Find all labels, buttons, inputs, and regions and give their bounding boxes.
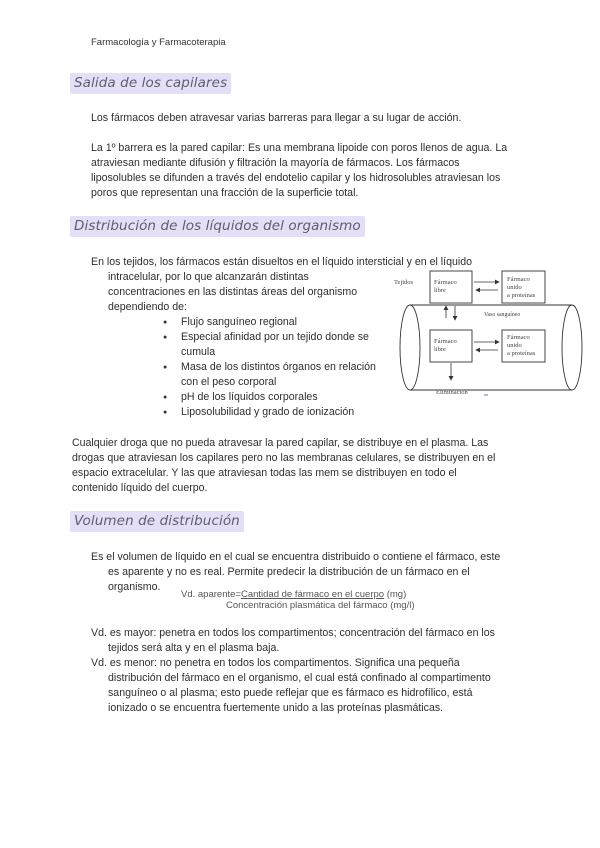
distribution-factors-list bbox=[163, 315, 378, 420]
label-farmaco-unido-top-1: Fármaco bbox=[507, 276, 530, 283]
label-farmaco-unido-bottom-1: Fármaco bbox=[507, 334, 530, 341]
list-item: ● pH de los líquidos corporales bbox=[163, 390, 378, 405]
label-farmaco-unido-bottom-2: unido bbox=[507, 342, 522, 349]
paragraph-pared-capilar: La 1º barrera es la pared capilar: Es una membrana lipoide con poros llenos de agua. La atraviesan mediante difusión y filtración la mayoría de fármacos. Los fármacos liposolubles se difunden a través del endotelio capilar y los hidrosolubles atraviesan los poros que representan una fracción de la superficie total. bbox=[91, 142, 508, 199]
list-item: ● Liposolubilidad y grado de ionización bbox=[163, 405, 378, 420]
paragraph-barreras: Los fármacos deben atravesar varias barreras para llegar a su lugar de acción. bbox=[91, 112, 462, 124]
formula-vd bbox=[181, 589, 415, 611]
label-farmaco-libre-bottom-2: libre bbox=[434, 346, 446, 353]
label-farmaco-unido-bottom-3: a proteínas bbox=[507, 350, 536, 357]
section-heading-distribucion-liquidos: Distribución de los líquidos del organismo bbox=[70, 216, 365, 237]
distribution-diagram bbox=[390, 268, 590, 403]
label-farmaco-libre-top-2: libre bbox=[434, 287, 446, 294]
formula-numerator: Cantidad de fármaco en el cuerpo bbox=[240, 589, 385, 600]
label-farmaco-libre-bottom-1: Fármaco bbox=[434, 338, 457, 345]
label-eliminacion: Eliminación bbox=[436, 389, 468, 396]
formula-prefix: Vd. aparente= bbox=[181, 589, 241, 600]
formula-denominator: Concentración plasmática del fármaco (mg/l) bbox=[226, 600, 415, 611]
label-farmaco-unido-top-2: unido bbox=[507, 284, 522, 291]
section-heading-volumen-distribucion: Volumen de distribución bbox=[70, 511, 244, 532]
paragraph-vd-menor: Vd. es menor: no penetra en todos los compartimentos. Significa una pequeña distribución del fármaco en el organismo, el cual está confinado al compartimento sanguíneo o al plasma; esto puede reflejar que es fármaco es hidrofílico, está ionizado o se encuentra fuertemente unido a las proteínas plasmáticas. bbox=[91, 657, 491, 714]
formula-numerator-unit: (mg) bbox=[386, 589, 407, 600]
paragraph-tejidos-intro: En los tejidos, los fármacos están disueltos en el líquido intersticial y en el líquido intracelular, por lo que alcanzarán distintas concentraciones en las distintas áreas del organismo dependiendo de: bbox=[91, 256, 472, 313]
label-vaso-sanguineo: Vaso sanguíneo bbox=[484, 312, 521, 318]
label-farmaco-unido-top-3: a proteínas bbox=[507, 292, 536, 299]
section-heading-salida-capilares: Salida de los capilares bbox=[70, 73, 231, 94]
paragraph-vd-mayor: Vd. es mayor: penetra en todos los compartimentos; concentración del fármaco en los tejidos será alta y en el plasma baja. bbox=[91, 627, 495, 654]
label-farmaco-libre-top-1: Fármaco bbox=[434, 279, 457, 286]
vessel-right-end bbox=[562, 305, 582, 390]
page-header: Farmacología y Farmacoterapia bbox=[91, 37, 226, 48]
list-item: ● Masa de los distintos órganos en relación con el peso corporal bbox=[163, 360, 378, 390]
vessel-left-end bbox=[400, 305, 420, 390]
paragraph-distribucion-plasma: Cualquier droga que no pueda atravesar la pared capilar, se distribuye en el plasma. Las drogas que atraviesan los capilares pero no las membranas celulares, se distribuyen en el espacio extracelular. Y las que atraviesan todas las mem se distribuyen en todo el contenido líquido del cuerpo. bbox=[72, 437, 496, 494]
label-tejidos: Tejidos bbox=[394, 279, 414, 286]
paragraph-volumen-definicion: Es el volumen de líquido en el cual se encuentra distribuido o contiene el fármaco, este es aparente y no es real. Permite predecir la distribución de un fármaco en el organismo. bbox=[91, 551, 501, 593]
list-item: ● Flujo sanguíneo regional bbox=[163, 315, 378, 330]
list-item: ● Especial afinidad por un tejido donde se cumula bbox=[163, 330, 378, 360]
